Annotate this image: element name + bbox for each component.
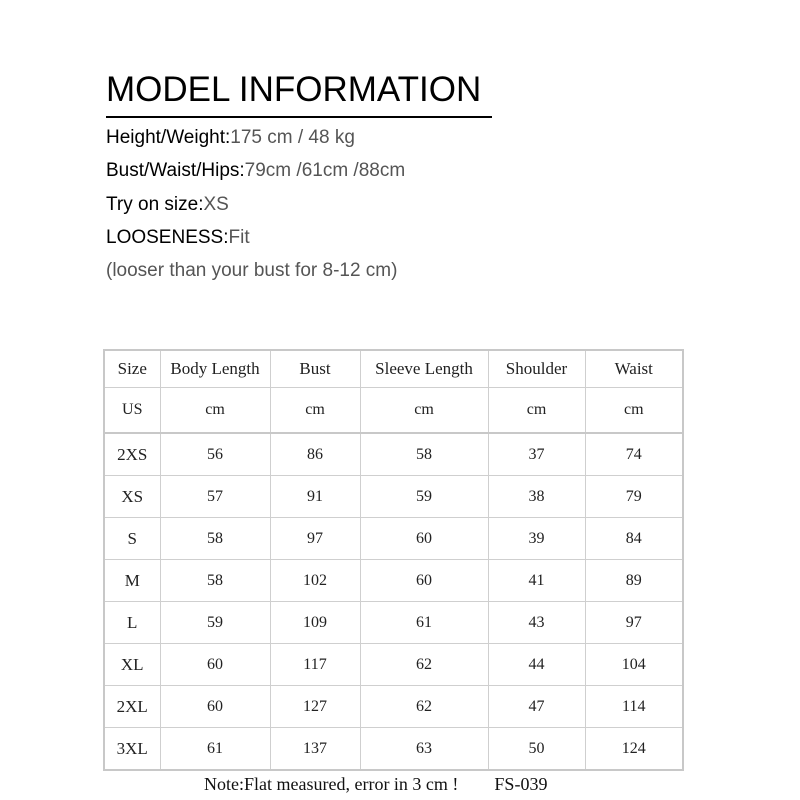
measurement-cell: 91: [270, 476, 360, 518]
measurement-cell: 59: [360, 476, 488, 518]
measurement-cell: 38: [488, 476, 585, 518]
measurement-cell: 109: [270, 602, 360, 644]
measurement-cell: 43: [488, 602, 585, 644]
header-cell: Shoulder: [488, 350, 585, 388]
measurement-cell: 117: [270, 644, 360, 686]
measurement-cell: 50: [488, 728, 585, 771]
unit-cell: cm: [270, 388, 360, 434]
table-row: [104, 518, 683, 560]
measurement-cell: 124: [585, 728, 683, 771]
table-row: [104, 602, 683, 644]
measurement-cell: 57: [160, 476, 270, 518]
units-row: [104, 388, 683, 434]
size-cell: XS: [104, 476, 160, 518]
table-row: [104, 560, 683, 602]
measurement-cell: 79: [585, 476, 683, 518]
size-cell: 2XS: [104, 433, 160, 476]
measurement-cell: 86: [270, 433, 360, 476]
looseness-note: (looser than your bust for 8-12 cm): [106, 260, 398, 281]
measurement-cell: 56: [160, 433, 270, 476]
measurement-cell: 89: [585, 560, 683, 602]
measurement-cell: 37: [488, 433, 585, 476]
measurement-cell: 62: [360, 644, 488, 686]
looseness-line: [106, 227, 250, 249]
measurement-cell: 137: [270, 728, 360, 771]
page-title: MODEL INFORMATION: [106, 70, 482, 109]
table-row: [104, 476, 683, 518]
size-cell: 3XL: [104, 728, 160, 771]
table-row: [104, 728, 683, 771]
measurement-cell: 74: [585, 433, 683, 476]
size-cell: M: [104, 560, 160, 602]
measurement-cell: 60: [160, 644, 270, 686]
size-chart-table: [103, 349, 684, 771]
height-weight-value: 175 cm / 48 kg: [230, 127, 355, 148]
bust-waist-hips-line: [106, 160, 405, 182]
size-cell: S: [104, 518, 160, 560]
footnote: [204, 774, 547, 795]
measurement-cell: 41: [488, 560, 585, 602]
unit-cell: US: [104, 388, 160, 434]
measurement-cell: 63: [360, 728, 488, 771]
measurement-cell: 59: [160, 602, 270, 644]
header-cell: Body Length: [160, 350, 270, 388]
unit-cell: cm: [160, 388, 270, 434]
table-row: [104, 433, 683, 476]
measurement-cell: 60: [360, 518, 488, 560]
measurement-cell: 97: [270, 518, 360, 560]
size-cell: XL: [104, 644, 160, 686]
measurement-cell: 39: [488, 518, 585, 560]
table-row: [104, 686, 683, 728]
measurement-cell: 62: [360, 686, 488, 728]
measurement-cell: 47: [488, 686, 585, 728]
measurement-cell: 61: [160, 728, 270, 771]
unit-cell: cm: [585, 388, 683, 434]
height-weight-label: Height/Weight:: [106, 127, 231, 148]
try-on-size-line: [106, 194, 229, 216]
bust-waist-hips-label: Bust/Waist/Hips:: [106, 160, 245, 181]
looseness-label: LOOSENESS:: [106, 227, 229, 248]
measurement-cell: 58: [360, 433, 488, 476]
measurement-cell: 97: [585, 602, 683, 644]
title-underline: [106, 116, 492, 118]
size-cell: 2XL: [104, 686, 160, 728]
header-cell: Bust: [270, 350, 360, 388]
unit-cell: cm: [360, 388, 488, 434]
measurement-cell: 60: [360, 560, 488, 602]
header-cell: Size: [104, 350, 160, 388]
measurement-cell: 60: [160, 686, 270, 728]
header-cell: Waist: [585, 350, 683, 388]
measurement-cell: 102: [270, 560, 360, 602]
measurement-cell: 127: [270, 686, 360, 728]
try-on-size-value: XS: [203, 194, 229, 215]
measurement-cell: 84: [585, 518, 683, 560]
measurement-cell: 61: [360, 602, 488, 644]
product-code: FS-039: [494, 774, 548, 794]
measurement-cell: 104: [585, 644, 683, 686]
measurement-cell: 58: [160, 518, 270, 560]
measurement-cell: 44: [488, 644, 585, 686]
bust-waist-hips-value: 79cm /61cm /88cm: [244, 160, 406, 181]
header-row: [104, 350, 683, 388]
looseness-value: Fit: [228, 227, 250, 248]
measurement-cell: 58: [160, 560, 270, 602]
table-row: [104, 644, 683, 686]
measurement-cell: 114: [585, 686, 683, 728]
header-cell: Sleeve Length: [360, 350, 488, 388]
flat-measure-note: Note:Flat measured, error in 3 cm !: [204, 774, 459, 794]
unit-cell: cm: [488, 388, 585, 434]
height-weight-line: [106, 127, 355, 149]
size-cell: L: [104, 602, 160, 644]
try-on-size-label: Try on size:: [106, 194, 204, 215]
